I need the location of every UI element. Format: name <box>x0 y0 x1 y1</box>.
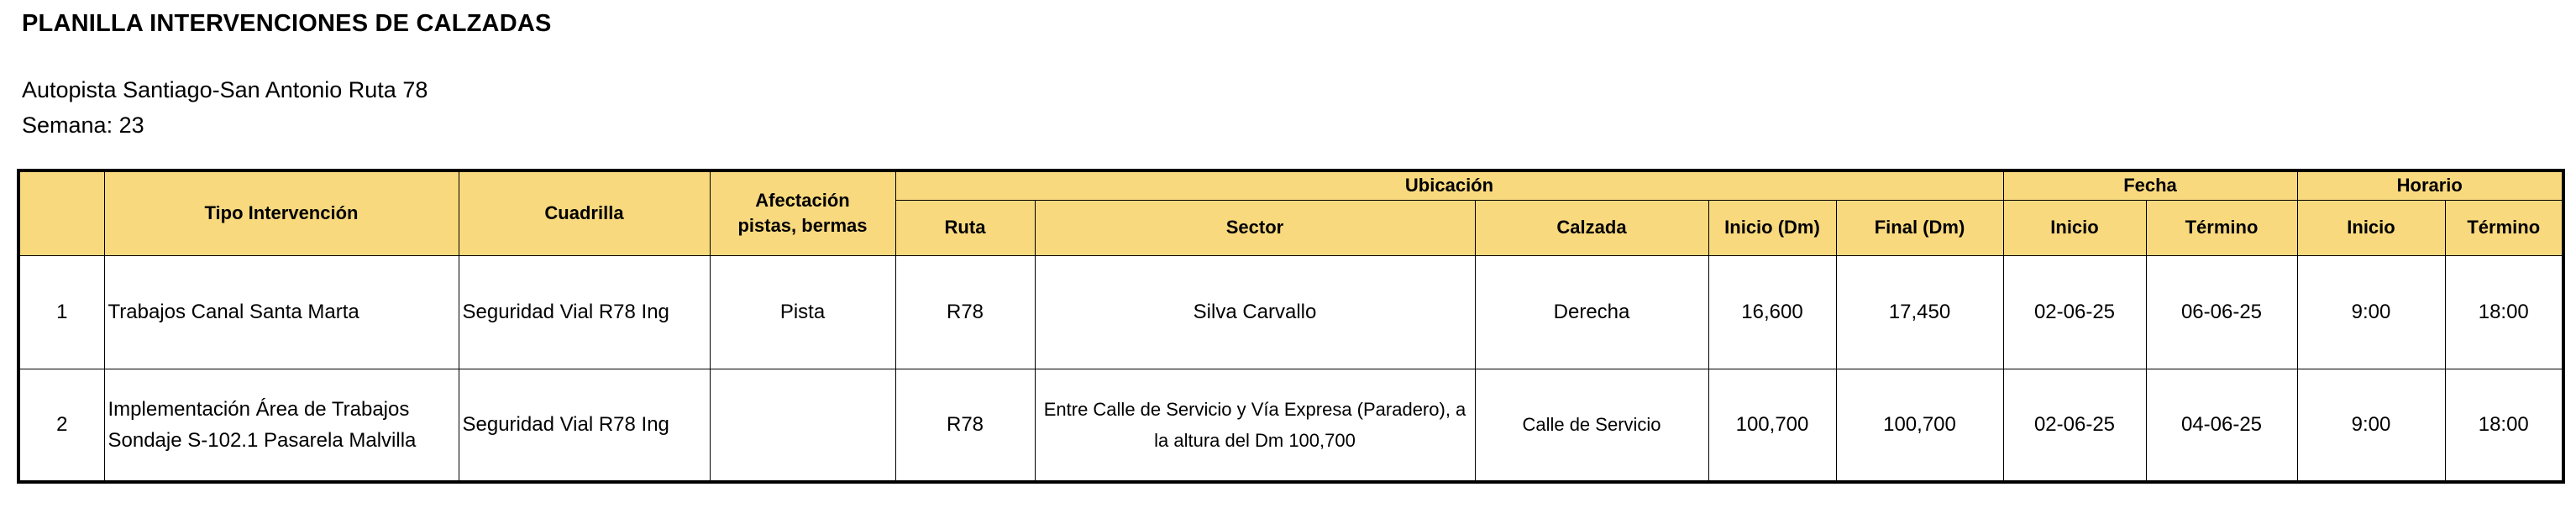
table-row <box>18 369 2563 482</box>
group-header-row <box>18 170 2563 200</box>
interventions-table <box>17 169 2565 484</box>
highway-name: Autopista Santiago-San Antonio Ruta 78 <box>22 77 428 102</box>
column-header-afectacion <box>710 170 895 255</box>
column-header-tipo: Tipo Intervención <box>104 170 459 255</box>
page-title: PLANILLA INTERVENCIONES DE CALZADAS <box>22 10 552 37</box>
table-row <box>18 255 2563 369</box>
afectacion-cell <box>710 369 895 482</box>
tipo-intervencion-cell <box>104 255 459 369</box>
group-header-horario: Horario <box>2297 170 2563 200</box>
group-header-ubicacion: Ubicación <box>895 170 2003 200</box>
column-header-hora-inicio: Inicio <box>2297 200 2445 255</box>
ruta-cell: R78 <box>895 255 1035 369</box>
fecha-termino-cell: 06-06-25 <box>2146 255 2297 369</box>
tipo-intervencion-cell <box>104 369 459 482</box>
column-header-final-dm: Final (Dm) <box>1836 200 2003 255</box>
column-header-fecha-inicio: Inicio <box>2003 200 2146 255</box>
tipo-line1: Implementación Área de Trabajos <box>108 397 410 421</box>
sector-line1: Entre Calle de Servicio y Vía Expresa (Paradero), a <box>1043 398 1466 420</box>
inicio-dm-cell: 100,700 <box>1708 369 1836 482</box>
sector-line1: Silva Carvallo <box>1193 301 1317 323</box>
column-header-fecha-termino: Término <box>2146 200 2297 255</box>
tipo-line1: Trabajos Canal Santa Marta <box>108 301 359 323</box>
column-header-hora-termino: Término <box>2445 200 2563 255</box>
final-dm-cell: 17,450 <box>1836 255 2003 369</box>
tipo-line2: Sondaje S-102.1 Pasarela Malvilla <box>108 428 417 452</box>
inicio-dm-cell: 16,600 <box>1708 255 1836 369</box>
sector-cell <box>1035 255 1475 369</box>
group-header-fecha: Fecha <box>2003 170 2297 200</box>
hora-inicio-cell: 9:00 <box>2297 369 2445 482</box>
afectacion-header-line2: pistas, bermas <box>737 215 868 237</box>
cuadrilla-cell: Seguridad Vial R78 Ing <box>459 255 710 369</box>
column-header-ruta: Ruta <box>895 200 1035 255</box>
column-header-calzada: Calzada <box>1475 200 1708 255</box>
week-label: Semana: 23 <box>22 113 144 138</box>
fecha-inicio-cell: 02-06-25 <box>2003 255 2146 369</box>
row-number: 1 <box>18 255 104 369</box>
final-dm-cell: 100,700 <box>1836 369 2003 482</box>
fecha-termino-cell: 04-06-25 <box>2146 369 2297 482</box>
afectacion-cell: Pista <box>710 255 895 369</box>
row-number: 2 <box>18 369 104 482</box>
cuadrilla-cell: Seguridad Vial R78 Ing <box>459 369 710 482</box>
calzada-cell: Derecha <box>1475 255 1708 369</box>
column-header-cuadrilla: Cuadrilla <box>459 170 710 255</box>
ruta-cell: R78 <box>895 369 1035 482</box>
column-header-sector: Sector <box>1035 200 1475 255</box>
hora-termino-cell: 18:00 <box>2445 369 2563 482</box>
hora-inicio-cell: 9:00 <box>2297 255 2445 369</box>
column-header-num <box>18 170 104 255</box>
afectacion-header-line1: Afectación <box>755 190 850 212</box>
column-header-inicio-dm: Inicio (Dm) <box>1708 200 1836 255</box>
hora-termino-cell: 18:00 <box>2445 255 2563 369</box>
sector-line2: la altura del Dm 100,700 <box>1154 429 1356 451</box>
calzada-cell: Calle de Servicio <box>1475 369 1708 482</box>
fecha-inicio-cell: 02-06-25 <box>2003 369 2146 482</box>
sector-cell <box>1035 369 1475 482</box>
